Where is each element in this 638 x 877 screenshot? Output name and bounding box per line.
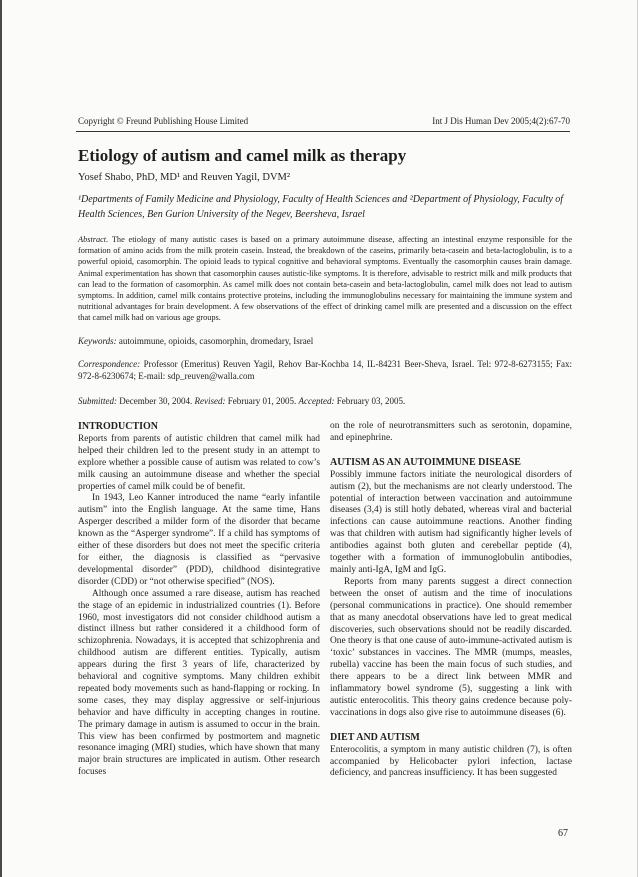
- article-authors: Yosef Shabo, PhD, MD¹ and Reuven Yagil, DVM²: [78, 172, 291, 183]
- section-heading-autoimmune: AUTISM AS AN AUTOIMMUNE DISEASE: [330, 456, 521, 468]
- submitted-date: December 30, 2004.: [119, 396, 193, 406]
- intro-paragraph-1: Reports from parents of autistic children that camel milk had helped their children led to the present study in an attempt to explore whether a possible cause of autism was related to cow’s milk causing an autoimmune disease and whether the special properties of camel milk could be of benefit.: [78, 433, 320, 492]
- body-column-left: [78, 421, 320, 779]
- intro-paragraph-3-continued: on the role of neurotransmitters such as serotonin, dopamine, and epinephrine.: [330, 421, 572, 443]
- page-number: 67: [558, 828, 568, 839]
- abstract-label: Abstract.: [78, 235, 109, 244]
- section-heading-introduction: INTRODUCTION: [78, 421, 159, 432]
- section-gap: [330, 445, 572, 457]
- intro-paragraph-3: Although once assumed a rare disease, autism has reached the stage of an epidemic in industrialized countries (1). Before 1960, most investigators did not consider childhood autism a distinct illness but rather considered it a childhood form of schizophrenia. Nowadays, it is accepted that schizophrenia and childhood autism are different entities. Typically, autism appears during the first 3 years of life, characterized by behavioral and cognitive symptoms. Many children exhibit repeated body movements such as hand-flapping or rocking. In some cases, they may display aggressive or self-injurious behavior and have difficulty in accepting changes in routine. The primary damage in autism is assumed to occur in the brain. This view has been confirmed by postmortem and magnetic resonance imaging (MRI) studies, which have shown that many major brain structures are implicated in autism. Other research focuses: [78, 588, 320, 778]
- correspondence-text: Professor (Emeritus) Reuven Yagil, Rehov Bar-Kochba 14, IL-84231 Beer-Sheva, Israel. Tel: 972-8-6273155; Fax: 972-8-6230674; E-mail: sdp_reuven@walla.com: [78, 359, 573, 381]
- journal-copyright: Copyright © Freund Publishing House Limited: [78, 116, 249, 126]
- diet-paragraph-1: Enterocolitis, a symptom in many autistic children (7), is often accompanied by Helicobacter pylori infection, lactase deficiency, and pancreas insufficiency. It has been suggested: [330, 744, 572, 779]
- section-gap: [330, 720, 572, 732]
- correspondence-label: Correspondence:: [78, 359, 141, 369]
- section-heading-diet: DIET AND AUTISM: [330, 731, 420, 743]
- submitted-label: Submitted:: [78, 396, 117, 406]
- revised-date: February 01, 2005.: [227, 396, 297, 406]
- correspondence: [78, 358, 572, 382]
- abstract: [78, 234, 572, 324]
- autoimmune-paragraph-1: Possibly immune factors initiate the neurological disorders of autism (2), but the mechanisms are not clearly understood. The potential of interaction between vaccination and autoimmune diseases (3,4) is still hotly debated, whereas viral and bacterial infections can cause autoimmune reactions. Another finding was that children with autism had significantly higher levels of antibodies against both gluten and cerebellar peptide (4), together with a formation of immunoglobulin antibodies, mainly anti-IgA, IgM and IgG.: [330, 469, 572, 575]
- abstract-text: The etiology of many autistic cases is based on a primary autoimmune disease, affecting an intestinal enzyme responsible for the formation of amino acids from the milk protein casein. Instead, the breakdown of the caseins, primarily beta-casein and beta-lactoglobulin, is to a powerful opioid, casomorphin. The opioid leads to typical cognitive and behavioral symptoms. Eventually the casomorphin causes brain damage. Animal experimentation has shown that casomorphin causes autistic-like symptoms. It is therefore, advisable to restrict milk and milk products that can lead to the formation of casomorphin. As camel milk does not contain beta-casein and beta-lactoglobulin, camel milk does not lead to autism symptoms. In addition, camel milk contains protective proteins, including the immunoglobulins necessary for maintaining the immune system and nutritional advantages for brain development. A few observations of the effect of drinking camel milk are presented and a discussion on the effect that camel milk had on various age groups.: [78, 235, 572, 323]
- accepted-label: Accepted:: [298, 396, 335, 406]
- journal-citation: Int J Dis Human Dev 2005;4(2):67-70: [432, 116, 570, 126]
- article-title: Etiology of autism and camel milk as therapy: [78, 146, 407, 165]
- keywords: [78, 336, 572, 347]
- keywords-text: autoimmune, opioids, casomorphin, dromedary, Israel: [118, 336, 314, 346]
- article-affiliations: ¹Departments of Family Medicine and Physiology, Faculty of Health Sciences and ²Department of Physiology, Faculty of Health Sciences, Ben Gurion University of the Negev, Beersheva, Israel: [78, 194, 564, 220]
- keywords-label: Keywords:: [78, 336, 117, 346]
- header-divider: [76, 131, 570, 132]
- body-column-right: [330, 421, 572, 780]
- autoimmune-paragraph-2: Reports from many parents suggest a direct connection between the onset of autism and the time of inoculations (personal communications in practice). One should remember that as many anecdotal observations have led to great medical discoveries, such observations should not be readily discarded. One theory is that one cause of auto-immune-activated autism is ‘toxic’ substances in vaccines. The MMR (mumps, measles, rubella) vaccine has been the main focus of such studies, and there appears to be a direct link between MMR and inflammatory bowel syndrome (5), suggesting a link with autistic enterocolitis. This theory gains credence because poly-vaccinations in dogs also give rise to autoimmune diseases (6).: [330, 576, 572, 718]
- accepted-date: February 03, 2005.: [336, 396, 406, 406]
- article-dates: [78, 396, 572, 407]
- intro-paragraph-2: In 1943, Leo Kanner introduced the name “early infantile autism” into the English language. At the same time, Hans Asperger described a milder form of the disorder that became known as the “Asperger syndrome”. If a child has symptoms of either of these disorders but does not meet the specific criteria for either, the diagnosis is classified as “pervasive developmental disorder” (PDD), childhood disintegrative disorder (CDD) or “not otherwise specified” (NOS).: [78, 493, 320, 587]
- revised-label: Revised:: [194, 396, 226, 406]
- page-left-edge-shadow: [0, 0, 2, 877]
